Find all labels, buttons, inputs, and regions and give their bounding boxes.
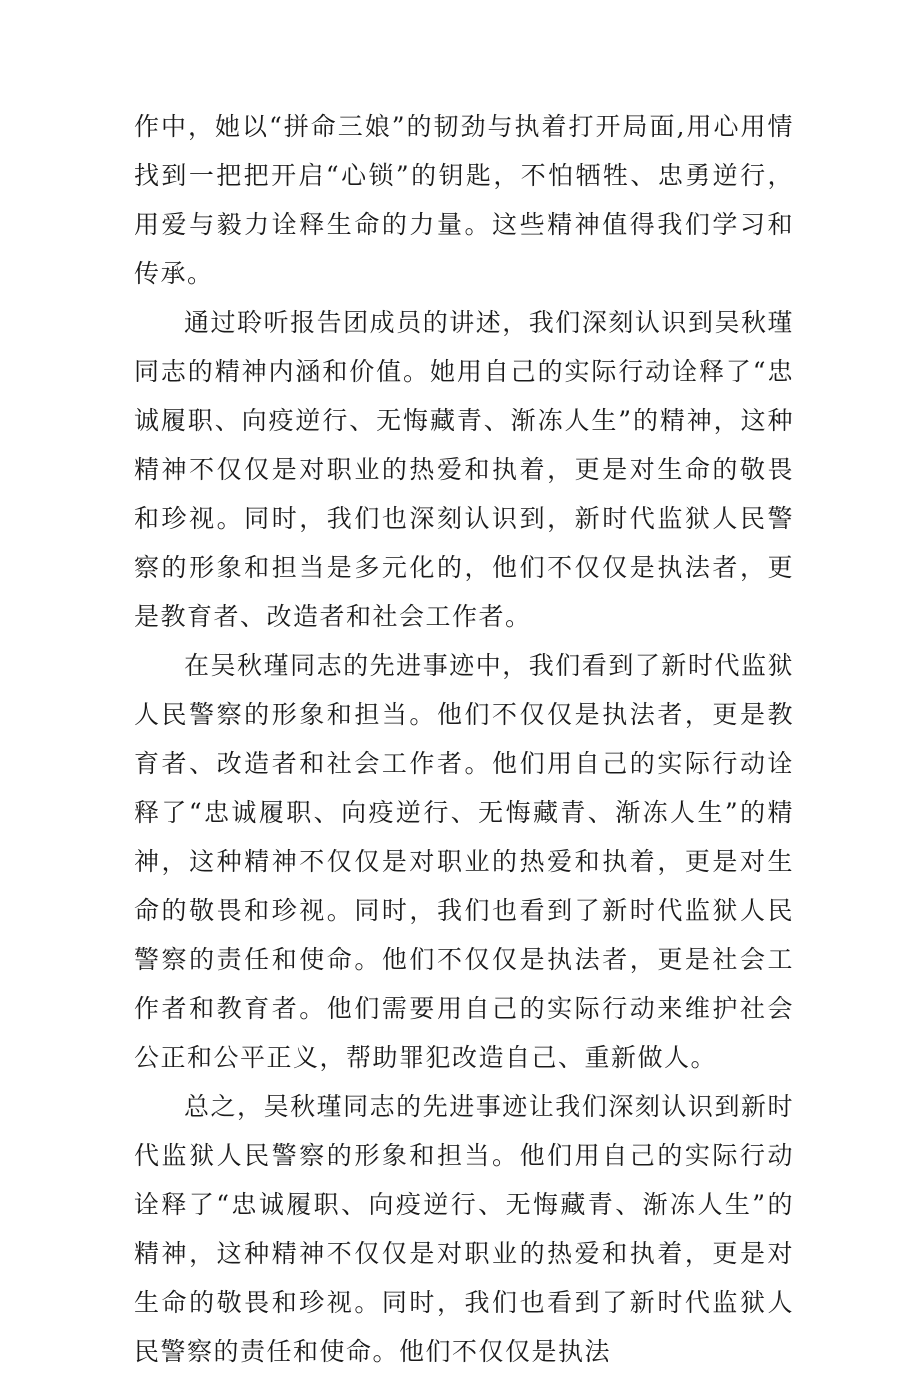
document-body (134, 102, 794, 1376)
paragraph-conclusion: 总之，吴秋瑾同志的先进事迹让我们深刻认识到新时代监狱人民警察的形象和担当。他们用自己的实际行动诠释了“忠诚履职、向疫逆行、无悔藏青、渐冻人生”的精神，这种精神不仅仅是对职业的热爱和执着，更是对生命的敬畏和珍视。同时，我们也看到了新时代监狱人民警察的责任和使命。他们不仅仅是执法 (134, 1092, 794, 1366)
paragraph-deeds: 在吴秋瑾同志的先进事迹中，我们看到了新时代监狱人民警察的形象和担当。他们不仅仅是执法者，更是教育者、改造者和社会工作者。他们用自己的实际行动诠释了“忠诚履职、向疫逆行、无悔藏青、渐冻人生”的精神，这种精神不仅仅是对职业的热爱和执着，更是对生命的敬畏和珍视。同时，我们也看到了新时代监狱人民警察的责任和使命。他们不仅仅是执法者，更是社会工作者和教育者。他们需要用自己的实际行动来维护社会公正和公平正义，帮助罪犯改造自己、重新做人。 (134, 651, 794, 1072)
paragraph-continuation: 作中，她以“拼命三娘”的韧劲与执着打开局面,用心用情找到一把把开启“心锁”的钥匙，不怕牺牲、忠勇逆行，用爱与毅力诠释生命的力量。这些精神值得我们学习和传承。 (134, 112, 794, 288)
paragraph-report-listening: 通过聆听报告团成员的讲述，我们深刻认识到吴秋瑾同志的精神内涵和价值。她用自己的实际行动诠释了“忠诚履职、向疫逆行、无悔藏青、渐冻人生”的精神，这种精神不仅仅是对职业的热爱和执着，更是对生命的敬畏和珍视。同时，我们也深刻认识到，新时代监狱人民警察的形象和担当是多元化的，他们不仅仅是执法者，更是教育者、改造者和社会工作者。 (134, 308, 794, 631)
